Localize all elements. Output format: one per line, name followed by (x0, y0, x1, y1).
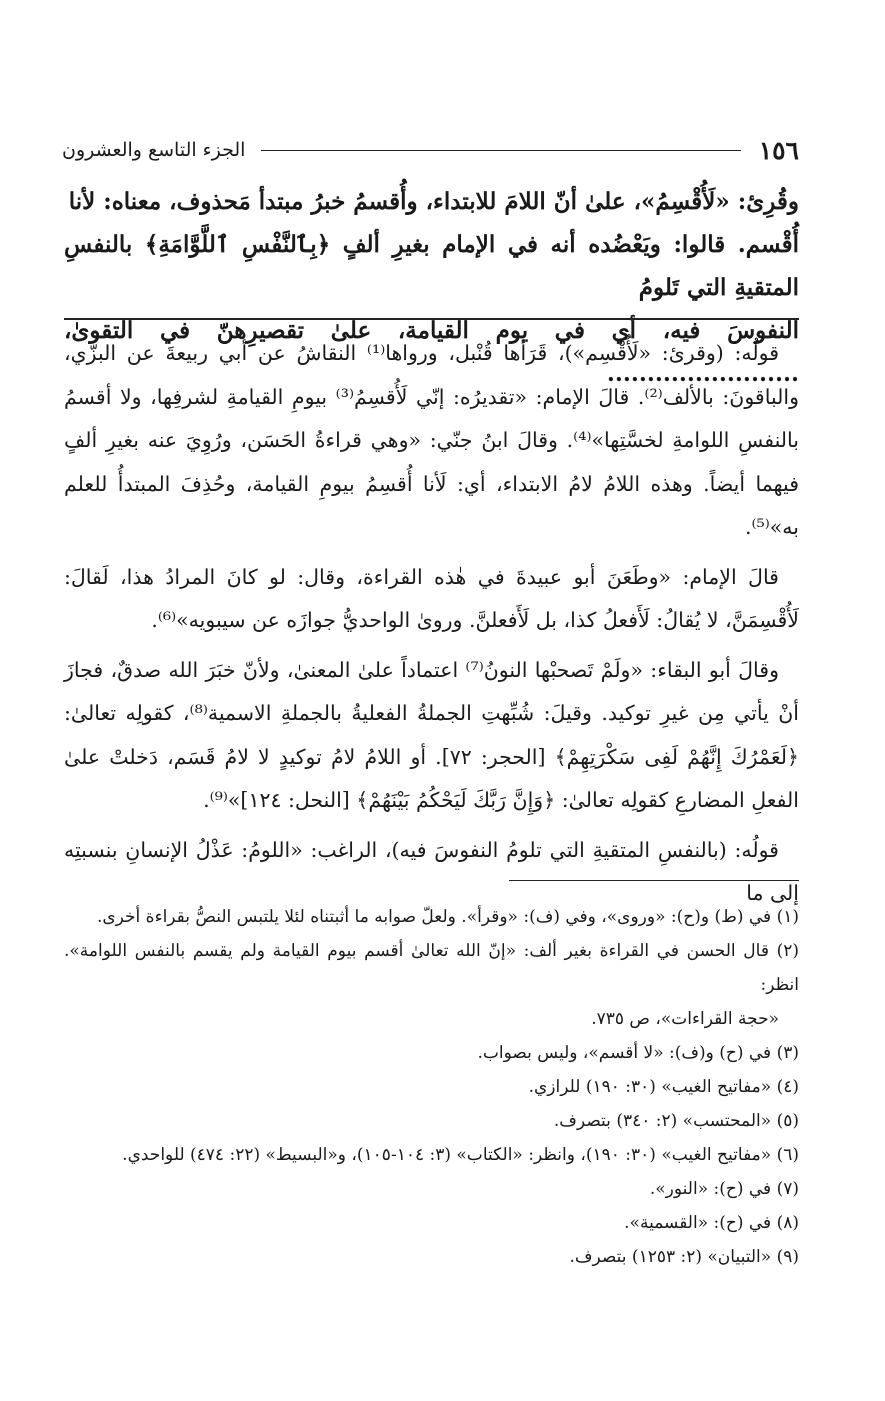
footnote: (٧) في (ح): «النور». (649, 1179, 799, 1199)
commentary-paragraph: وقالَ أبو البقاء: «ولَمْ تَصحبْها النونُ⁽⁷⁾ اعتماداً علىٰ المعنىٰ، ولأنّ خبَرَ الله صدقٌ، فجازَ أنْ يأتي مِن غيرِ توكيد. وقيلَ: شُبِّهتِ الجملةُ الفعليةُ بالجملةِ الاسمية⁽⁸⁾، كقولِه تعالىٰ: ﴿لَعَمْرُكَ إِنَّهُمْ لَفِى سَكْرَتِهِمْ﴾ [الحجر: ٧٢]. أو اللامُ لامُ توكيدٍ لا لامُ قَسَم، دَخلتْ علىٰ الفعلِ المضارعِ كقولِه تعالىٰ: ﴿وَإِنَّ رَبَّكَ لَيَحْكُمُ بَيْنَهُمْ﴾ [النحل: ١٢٤]»⁽⁹⁾. (64, 657, 799, 812)
footnote: (٩) «التبيان» (٢: ١٢٥٣) بتصرف. (569, 1247, 799, 1267)
footnote: (٥) «المحتسب» (٢: ٣٤٠) بتصرف. (553, 1111, 799, 1131)
header-rule (261, 150, 740, 151)
footnote-separator (509, 880, 799, 881)
main-text-line-content: النفوسَ فيه، أي في يوم القيامة، علىٰ تقصيرِهنّ في التقوىٰ، (64, 317, 799, 344)
footnote: (٣) في (ح) و(ف): «لا أقسم»، وليس بصواب. (477, 1043, 799, 1063)
footnotes (64, 900, 799, 1274)
footnote: (٨) في (ح): «القسمية». (624, 1213, 799, 1233)
commentary-paragraph: قولُه: (وقرئ: «لَأُقْسِم»)، قَرَأها قُنْبل، ورواها⁽¹⁾ النقاشُ عن أبي ربيعةَ عن البزّي، والباقونَ: بالألف⁽²⁾. قالَ الإمام: «تقديرُه: إنّي لَأُقسِمُ⁽³⁾ بيومِ القيامةِ لشرفِها، ولا أقسمُ بالنفسِ اللوامةِ لخسَّتِها»⁽⁴⁾. وقالَ ابنُ جنّي: «وهي قراءةُ الحَسَن، ورُوِيَ عنه بغيرِ ألفٍ فيهما أيضاً. وهذه اللامُ لامُ الابتداء، أي: لَأنا أُقسِمُ بيومِ القيامة، وحُذِفَ المبتدأُ للعلم به»⁽⁵⁾. (64, 341, 800, 539)
commentary-paragraph: قالَ الإمام: «وطَعَنَ أبو عبيدةَ في هٰذه القراءة، وقال: لو كانَ المرادُ هذا، لَقالَ: لَأُقْسِمَنَّ، لا يُقالُ: لَأَفعلُ كذا، بل لَأَفعلنَّ. وروىٰ الواحديُّ جوازَه عن سيبويه»⁽⁶⁾. (64, 564, 799, 632)
main-text-separator (64, 318, 799, 320)
commentary-paragraph: قولُه: (بالنفسِ المتقيةِ التي تلومُ النفوسَ فيه)، الراغب: «اللومُ: عَذْلُ الإنسانِ بنسبتِه إلى ما (64, 837, 799, 905)
page-header (62, 132, 799, 168)
main-text-line: وقُرِئ: «لَأُقْسِمُ»، علىٰ أنّ اللامَ للابتداء، وأُقسمُ خبرُ مبتدأ مَحذوف، معناه: لأنا (68, 188, 799, 215)
main-text-line: أُقْسم. قالوا: ويَعْضُده أنه في الإمام بغيرِ ألفٍ ﴿بِٱلنَّفْسِ ٱللَّوَّامَةِ﴾ بالنفسِ المتقيةِ التي تَلومُ (64, 231, 799, 301)
footnote: (٤) «مفاتيح الغيب» (٣٠: ١٩٠) للرازي. (528, 1077, 799, 1097)
footnote: (٦) «مفاتيح الغيب» (٣٠: ١٩٠)، وانظر: «الكتاب» (٣: ١٠٤-١٠٥)، و«البسيط» (٢٢: ٤٧٤) للواحدي. (122, 1145, 799, 1165)
footnote-continuation: «حجة القراءات»، ص ٧٣٥. (591, 1009, 779, 1029)
page-number: ١٥٦ (758, 135, 799, 165)
running-title: الجزء التاسع والعشرون (62, 139, 246, 161)
footnote: (١) في (ط) و(ح): «وروى»، وفي (ف): «وقرأ». ولعلّ صوابه ما أثبتناه لئلا يلتبس النصُّ بقراءة أخرى. (96, 907, 799, 927)
main-text-dots: ........................ (606, 360, 799, 387)
footnote: (٢) قال الحسن في القراءة بغير ألف: «إنّ الله تعالىٰ أقسم بيوم القيامة ولم يقسم بالنفس اللوامة». انظر: (64, 941, 799, 995)
commentary (64, 332, 799, 922)
